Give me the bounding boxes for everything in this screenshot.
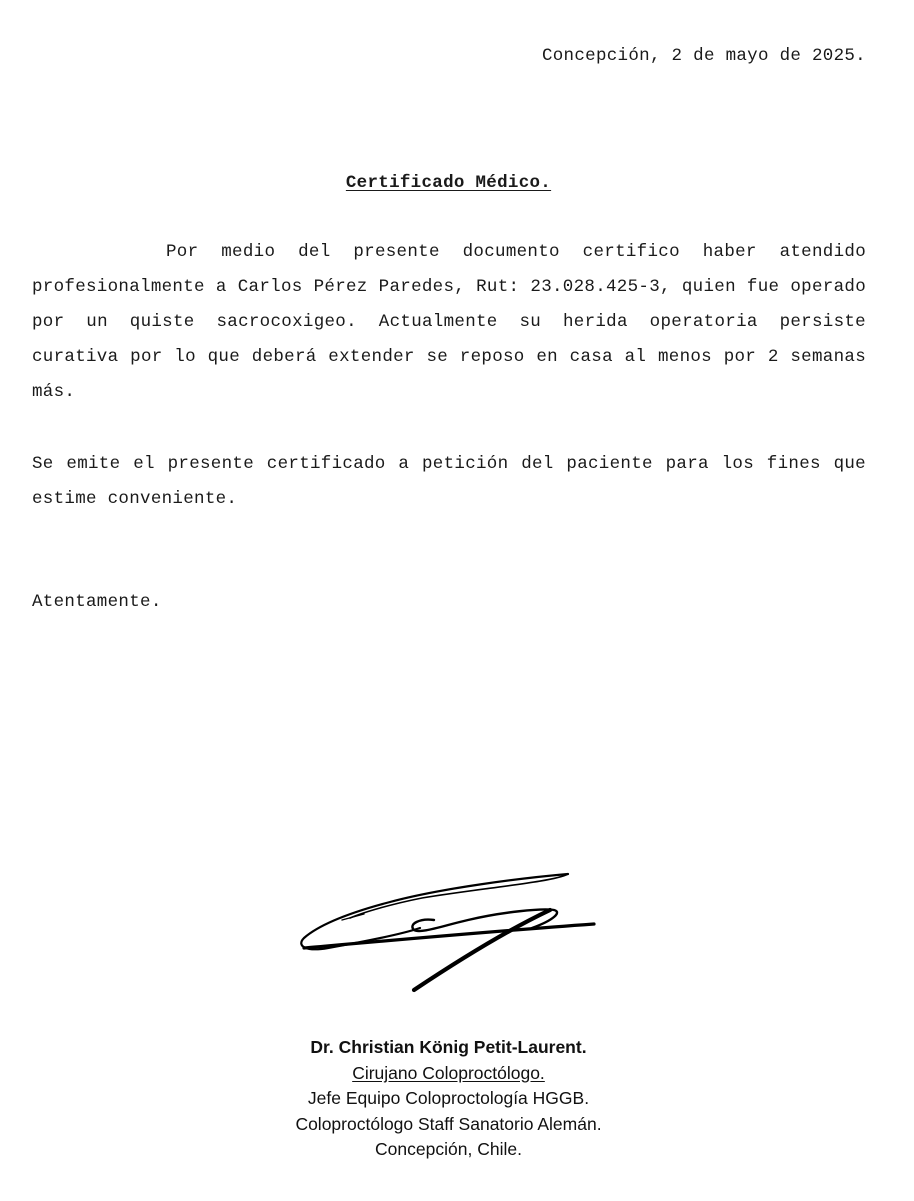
document-title [0, 173, 897, 193]
doctor-specialty-text: Cirujano Coloproctólogo. [352, 1062, 545, 1083]
document-title-text: Certificado Médico. [345, 173, 552, 193]
doctor-specialty [0, 1061, 897, 1087]
signature-stroke-upper-inner [350, 874, 568, 918]
doctor-position-1: Jefe Equipo Coloproctología HGGB. [307, 1088, 590, 1108]
signature-stroke-diagonal [414, 910, 550, 990]
certificate-paragraph-1: Por medio del presente documento certifico haber atendido profesionalmente a Carlos Pérez Paredes, Rut: 23.028.425-3, quien fue operado por un quiste sacrocoxigeo. Actualmente su herida operatoria persiste curativa por lo que deberá extender se reposo en casa al menos por 2 semanas más. [32, 242, 866, 402]
handwritten-signature [292, 862, 604, 996]
closing-salutation: Atentamente. [32, 592, 162, 612]
document-date: Concepción, 2 de mayo de 2025. [541, 46, 866, 66]
signature-stroke-baseline [304, 924, 594, 948]
certificate-paragraph-2: Se emite el presente certificado a petición del paciente para los fines que estime conveniente. [32, 454, 866, 509]
doctor-position-2: Coloproctólogo Staff Sanatorio Alemán. [295, 1113, 602, 1134]
doctor-name: Dr. Christian König Petit-Laurent. [310, 1037, 587, 1057]
signature-block [0, 1035, 897, 1163]
doctor-location: Concepción, Chile. [375, 1139, 522, 1159]
